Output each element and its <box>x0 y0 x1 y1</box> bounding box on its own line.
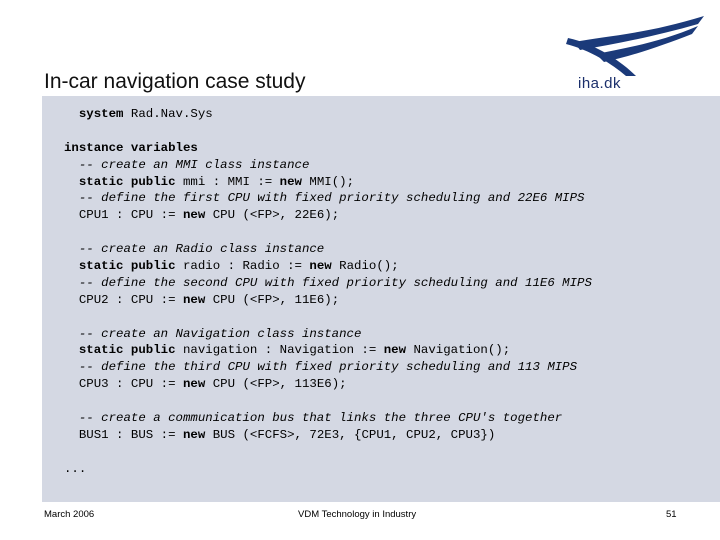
code-line <box>64 309 592 326</box>
code-token: new <box>309 259 332 274</box>
footer-date: March 2006 <box>44 509 95 520</box>
code-line <box>64 241 592 258</box>
code-token: new <box>182 377 206 392</box>
page-number: 51 <box>666 509 677 520</box>
code-token: new <box>279 174 302 189</box>
code-line <box>64 174 592 191</box>
code-token: -- create an Radio class instance <box>64 242 325 257</box>
code-line <box>64 342 592 359</box>
code-token <box>64 343 79 357</box>
code-line <box>64 106 592 123</box>
code-token: new <box>182 208 206 223</box>
code-token: Rad.Nav.Sys <box>123 107 213 121</box>
code-token: static public <box>78 174 176 189</box>
code-token: Radio(); <box>331 259 399 274</box>
code-token: ... <box>64 461 87 476</box>
code-token: CPU (<FP>, 22E6); <box>205 208 340 223</box>
code-token: system <box>78 107 124 121</box>
code-line <box>64 207 592 224</box>
footer-title: VDM Technology in Industry <box>298 509 417 520</box>
code-line <box>64 444 592 461</box>
code-token: radio : Radio := <box>175 259 310 274</box>
code-token: instance variables <box>64 140 198 155</box>
slide-title: In-car navigation case study <box>44 70 306 93</box>
code-line <box>64 157 592 174</box>
code-token <box>64 107 79 121</box>
code-token: CPU2 : CPU := <box>64 292 183 307</box>
code-token: BUS (<FCFS>, 72E3, {CPU1, CPU2, CPU3}) <box>205 427 496 442</box>
code-token: -- create a communication bus that links the three CPU's together <box>64 411 563 426</box>
code-line <box>64 427 592 444</box>
code-token: CPU1 : CPU := <box>64 208 183 223</box>
code-token <box>64 259 79 273</box>
code-token: -- create an MMI class instance <box>64 157 310 172</box>
code-line <box>64 190 592 207</box>
code-token: static public <box>78 343 176 358</box>
code-token: new <box>383 343 407 358</box>
code-token: MMI(); <box>301 174 355 189</box>
code-line <box>64 123 592 140</box>
code-token: -- define the second CPU with fixed priority scheduling and 11E6 MIPS <box>64 275 592 290</box>
code-line <box>64 140 592 157</box>
code-token: CPU (<FP>, 11E6); <box>205 292 340 307</box>
code-token: -- create an Navigation class instance <box>64 326 362 341</box>
code-token: navigation : Navigation := <box>175 343 384 358</box>
code-token: new <box>182 427 206 442</box>
code-token: Navigation(); <box>406 343 511 358</box>
logo-text: iha.dk <box>578 75 622 92</box>
code-line <box>64 410 592 427</box>
code-line <box>64 258 592 275</box>
code-line <box>64 461 592 478</box>
code-line <box>64 393 592 410</box>
code-block <box>64 106 592 478</box>
code-token: -- define the first CPU with fixed priority scheduling and 22E6 MIPS <box>64 191 585 206</box>
code-line <box>64 359 592 376</box>
code-token: BUS1 : BUS := <box>64 427 183 442</box>
code-line <box>64 376 592 393</box>
code-token: new <box>182 292 206 307</box>
code-token: -- define the third CPU with fixed priority scheduling and 113 MIPS <box>64 360 578 375</box>
code-line <box>64 326 592 343</box>
code-line <box>64 292 592 309</box>
code-line <box>64 224 592 241</box>
code-token: mmi : MMI := <box>175 174 280 189</box>
code-token: CPU (<FP>, 113E6); <box>205 377 347 392</box>
code-line <box>64 275 592 292</box>
code-token: static public <box>78 259 176 274</box>
code-token: CPU3 : CPU := <box>64 377 183 392</box>
code-token <box>64 175 79 189</box>
